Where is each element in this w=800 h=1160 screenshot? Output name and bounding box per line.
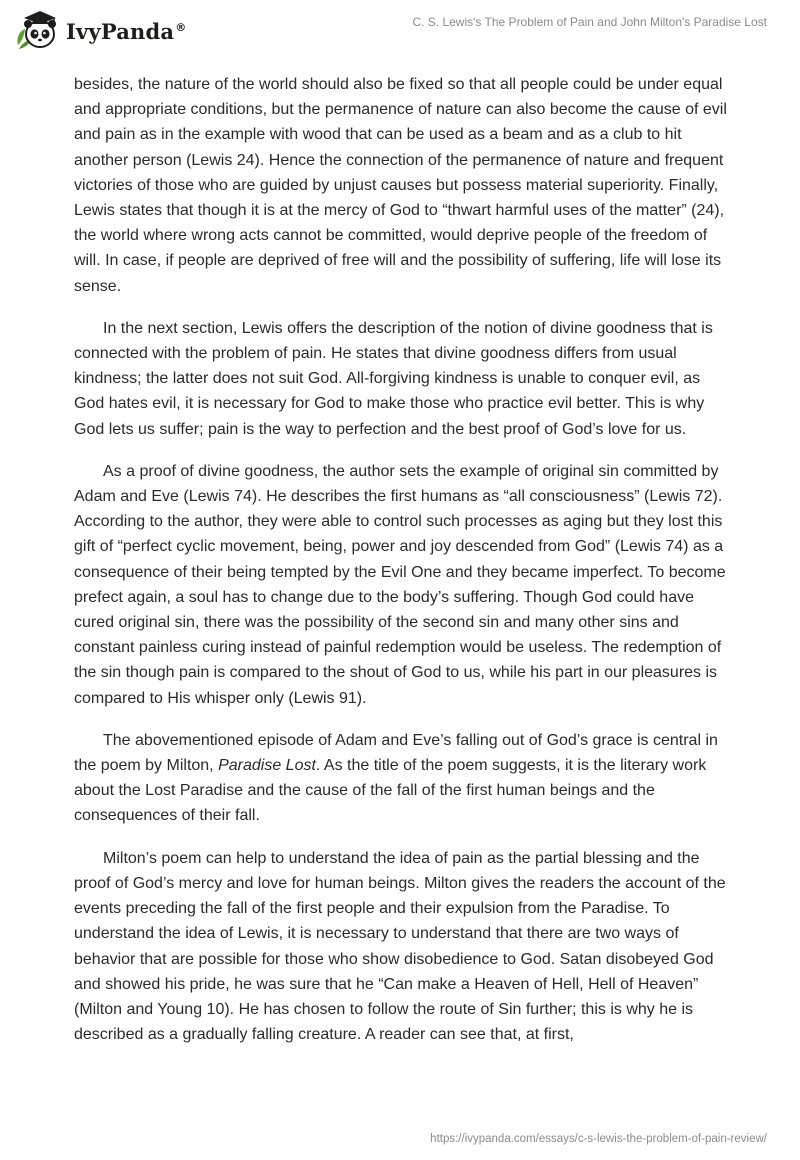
paragraph-milton-poem: Milton’s poem can help to understand the idea of pain as the partial blessing and the proof of God’s mercy and love for human beings. Milton gives the readers the account of the events preceding the fall of the first people and their expulsion from the Paradise. To understand the idea of Lewis, it is necessary to understand that there are two ways of behavior that are possible for those who show disobedience to God. Satan disobeyed God and showed his pride, he was sure that he “Can make a Heaven of Hell, Hell of Heaven” (Milton and Young 10). He has chosen to follow the route of Sin further; this is why he is described as a gradually falling creature. A reader can see that, at first,: [74, 849, 726, 1044]
paragraph-paradise-lost: [74, 728, 730, 829]
paragraph-divine-goodness: In the next section, Lewis offers the description of the notion of divine goodness that is connected with the problem of pain. He states that divine goodness differs from usual kindness; the latter does not suit God. All-forgiving kindness is unable to conquer evil, as God hates evil, it is necessary for God to make those who practice evil better. This is why God lets us suffer; pain is the way to perfection and the best proof of God’s love for us.: [74, 319, 713, 438]
registered-mark: ®: [175, 20, 187, 34]
panda-graduate-icon: [14, 9, 60, 51]
source-url[interactable]: https://ivypanda.com/essays/c-s-lewis-the-problem-of-pain-review/: [430, 1133, 767, 1145]
essay-body: [74, 72, 730, 1064]
ivypanda-logo[interactable]: [14, 9, 186, 51]
brand-name: IvyPanda: [66, 18, 175, 44]
poem-title: Paradise Lost: [218, 757, 316, 775]
page-header: [0, 0, 800, 66]
paragraph-original-sin: As a proof of divine goodness, the author sets the example of original sin committed by Adam and Eve (Lewis 74). He describes the first humans as “all consciousness” (Lewis 72). According to the author, they were able to control such processes as aging but they lost this gift of “perfect cyclic movement, being, power and joy descended from God” (Lewis 74) as a consequence of their being tempted by the Evil One and they became imperfect. To become prefect again, a soul has to change due to the body’s suffering. Though God could have cured original sin, there was the possibility of the second sin and many other sins and constant painless curing instead of painful redemption would be useless. The redemption of the sin though pain is compared to the shout of God to us, while his part in our pleasures is compared to His whisper only (Lewis 91).: [74, 462, 726, 707]
paragraph-text-after: . As the title of the poem suggests, it is the literary work about the Lost Paradise and the cause of the fall of the first human beings and the consequences of their fall.: [74, 757, 707, 825]
paragraph-text-before: The abovementioned episode of Adam and Eve’s falling out of God’s grace is central in the poem by Milton,: [74, 731, 718, 775]
paragraph-continuation: besides, the nature of the world should also be fixed so that all people could be under equal and appropriate conditions, but the permanence of nature can also become the cause of evil and pain as in the example with wood that can be used as a beam and as a club to hit another person (Lewis 24). Hence the connection of the permanence of nature and frequent victories of those who are guided by unjust causes but possess material superiority. Finally, Lewis states that though it is at the mercy of God to “thwart harmful uses of the matter” (24), the world where wrong acts cannot be committed, would deprive people of the freedom of will. In case, if people are deprived of free will and the possibility of suffering, life will lose its sense.: [74, 76, 727, 295]
document-title: C. S. Lewis's The Problem of Pain and John Milton's Paradise Lost: [412, 15, 767, 29]
